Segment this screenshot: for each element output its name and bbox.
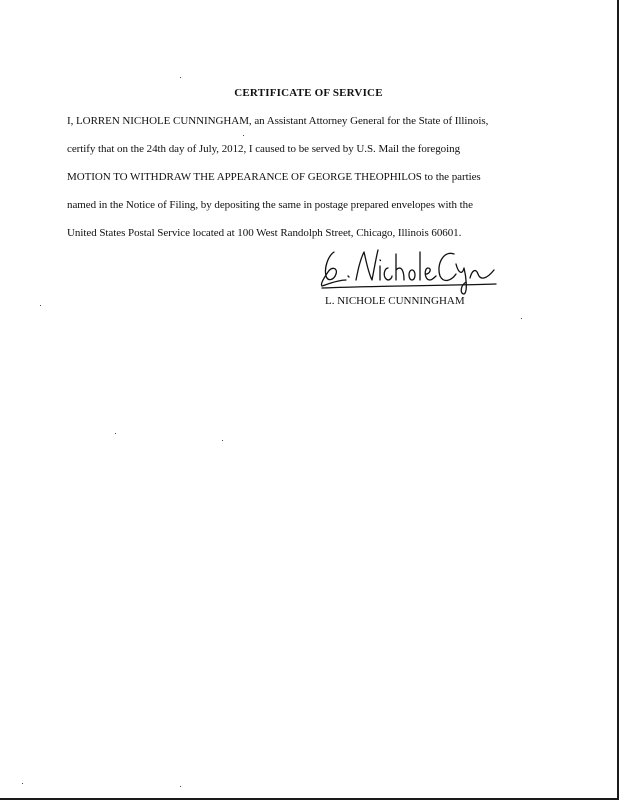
body-line-2: certify that on the 24th day of July, 2012, I caused to be served by U.S. Mail the foregoing [67, 143, 461, 155]
scan-speck [243, 135, 244, 136]
signatory-name: L. NICHOLE CUNNINGHAM [325, 295, 465, 307]
scan-speck [115, 433, 116, 434]
body-line-5: United States Postal Service located at 100 West Randolph Street, Chicago, Illinois 60601. [67, 227, 462, 239]
certificate-title: CERTIFICATE OF SERVICE [234, 87, 383, 99]
scan-speck [180, 786, 181, 787]
handwritten-signature [318, 240, 500, 296]
body-line-1: I, LORREN NICHOLE CUNNINGHAM, an Assistant Attorney General for the State of Illinois, [67, 115, 489, 127]
scan-speck [22, 783, 23, 784]
body-line-4: named in the Notice of Filing, by depositing the same in postage prepared envelopes with the [67, 199, 473, 211]
scan-speck [521, 318, 522, 319]
scan-speck [40, 305, 41, 306]
scan-speck [222, 440, 223, 441]
body-line-3: MOTION TO WITHDRAW THE APPEARANCE OF GEORGE THEOPHILOS to the parties [67, 171, 481, 183]
scan-speck [180, 77, 181, 78]
